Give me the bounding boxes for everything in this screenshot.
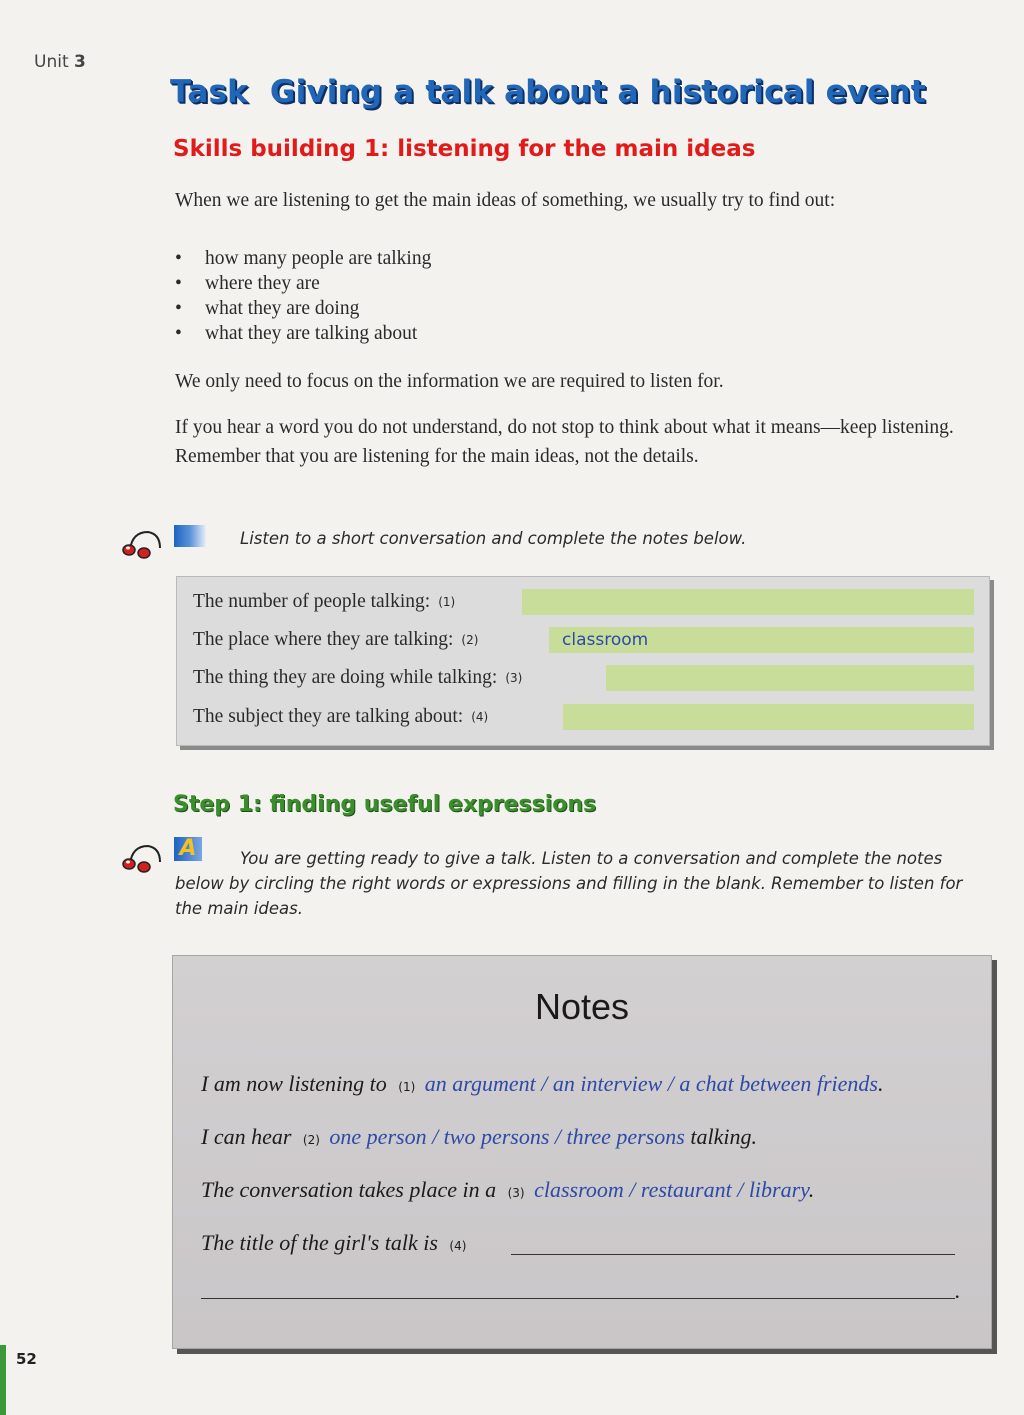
headphones-icon	[120, 840, 166, 876]
note-row	[193, 626, 484, 654]
bullet-list	[175, 246, 431, 346]
line-options[interactable]: one person / two persons / three persons	[329, 1124, 685, 1149]
note-row	[193, 664, 528, 692]
line-num: (3)	[507, 1186, 525, 1200]
note-label: The subject they are talking about:	[193, 706, 464, 727]
exercise-a-badge: A	[174, 837, 202, 861]
line-prefix: I am now listening to	[201, 1071, 387, 1096]
task-title: Task Giving a talk about a historical event	[170, 74, 926, 110]
note-num: (3)	[505, 671, 523, 685]
paragraph-focus: We only need to focus on the information we are required to listen for.	[175, 371, 724, 392]
line-num: (4)	[449, 1239, 467, 1253]
answer-fill-4[interactable]	[563, 704, 974, 730]
unit-label	[34, 52, 86, 72]
intro-paragraph: When we are listening to get the main ideas of something, we usually try to find out:	[175, 190, 836, 211]
skills-heading: Skills building 1: listening for the main ideas	[173, 136, 756, 162]
paragraph-keep-listening: If you hear a word you do not understand, do not stop to think about what it means—keep listening. Remember that you are listening for the main ideas, not the details.	[175, 417, 954, 467]
note-num: (2)	[461, 633, 479, 647]
line-options[interactable]: an argument / an interview / a chat between friends	[424, 1071, 878, 1096]
list-item: • where they are	[175, 271, 431, 296]
unit-number: 3	[74, 52, 86, 72]
step1-instruction: You are getting ready to give a talk. Listen to a conversation and complete the notes below by circling the right words or expressions and filling in the blank. Remember to listen for the main ideas.	[175, 849, 963, 918]
answer-blank-line[interactable]	[511, 1254, 955, 1255]
line-prefix: The title of the girl's talk is	[201, 1230, 438, 1255]
notes-title: Notes	[534, 986, 630, 1027]
step1-heading: Step 1: finding useful expressions	[173, 792, 597, 817]
list-item: • what they are talking about	[175, 321, 431, 346]
line-num: (2)	[302, 1133, 320, 1147]
note-label: The number of people talking:	[193, 591, 431, 612]
note-label: The thing they are doing while talking:	[193, 667, 498, 688]
notes-line-1	[201, 1071, 883, 1097]
answer-text-2: classroom	[562, 630, 649, 650]
list-item: • how many people are talking	[175, 246, 431, 271]
line-prefix: The conversation takes place in a	[201, 1177, 497, 1202]
line-options[interactable]: classroom / restaurant / library	[534, 1177, 809, 1202]
note-row	[193, 588, 461, 616]
answer-fill-2[interactable]	[549, 627, 974, 653]
exercise1-instruction: Listen to a short conversation and complete the notes below.	[240, 529, 747, 548]
note-num: (4)	[471, 710, 489, 724]
line-suffix: .	[877, 1071, 884, 1096]
headphones-icon	[120, 526, 166, 562]
list-item: • what they are doing	[175, 296, 431, 321]
answer-blank-line[interactable]	[201, 1298, 955, 1299]
notes-line-2	[201, 1124, 757, 1150]
note-label: The place where they are talking:	[193, 629, 454, 650]
line-num: (1)	[398, 1080, 416, 1094]
exercise-marker	[174, 525, 206, 547]
line-prefix: I can hear	[201, 1124, 292, 1149]
notes-box-exercise1	[176, 576, 990, 746]
page-number: 52	[16, 1350, 37, 1368]
notes-box-step1	[172, 955, 992, 1349]
line-suffix: talking.	[690, 1124, 757, 1149]
notes-line-3	[201, 1177, 814, 1203]
notes-line-4	[201, 1230, 470, 1256]
line-suffix: .	[808, 1177, 815, 1202]
note-num: (1)	[438, 595, 456, 609]
answer-fill-3[interactable]	[606, 665, 974, 691]
line-end-period: .	[955, 1278, 961, 1303]
unit-word: Unit	[34, 52, 69, 72]
note-row	[193, 703, 494, 731]
page-edge-strip	[0, 1345, 6, 1415]
answer-fill-1[interactable]	[522, 589, 974, 615]
